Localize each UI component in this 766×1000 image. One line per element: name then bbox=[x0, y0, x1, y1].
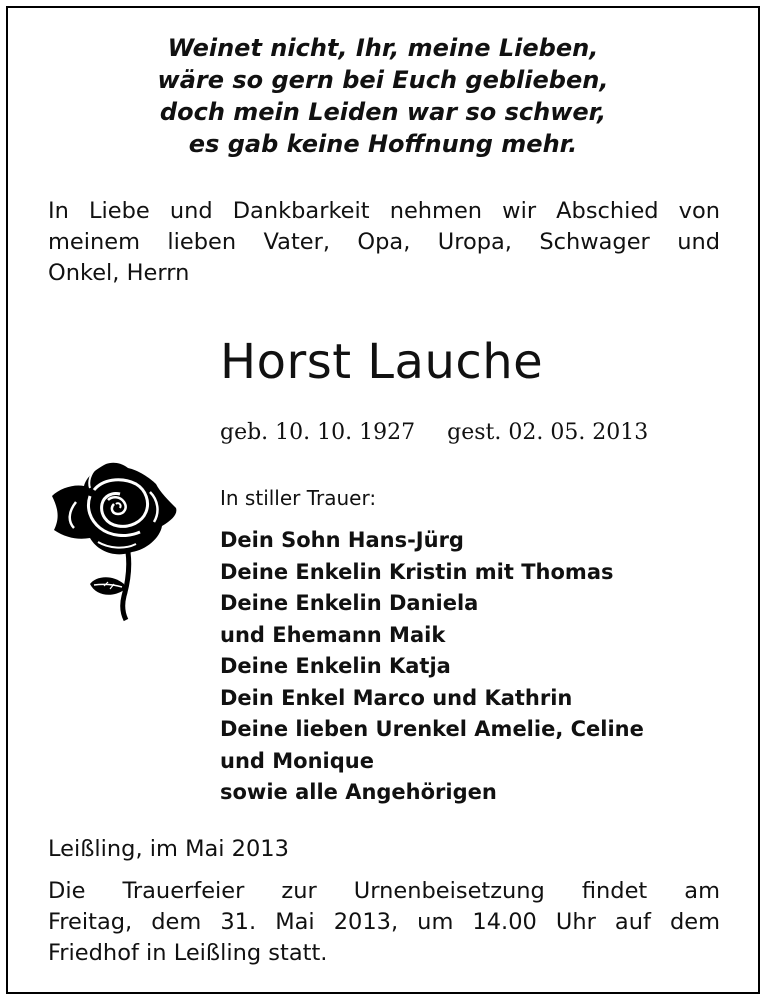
poem-line: wäre so gern bei Euch geblieben, bbox=[157, 66, 609, 94]
family-line: Dein Sohn Hans-Jürg bbox=[220, 528, 464, 552]
family-line: Dein Enkel Marco und Kathrin bbox=[220, 685, 573, 710]
place-date: Leißling, im Mai 2013 bbox=[48, 836, 289, 862]
service-info bbox=[48, 876, 720, 969]
poem-line: Weinet nicht, Ihr, meine Lieben, bbox=[167, 34, 599, 62]
service-line: Die Trauerfeier zur Urnenbeisetzung findet am bbox=[48, 878, 720, 904]
death-date: gest. 02. 05. 2013 bbox=[447, 420, 649, 445]
deceased-name: Horst Lauche bbox=[220, 334, 544, 390]
rose-icon bbox=[46, 456, 186, 624]
birth-date: geb. 10. 10. 1927 bbox=[220, 420, 416, 445]
family-line: und Ehemann Maik bbox=[220, 622, 446, 647]
intro-line: Onkel, Herrn bbox=[48, 260, 190, 286]
poem-line: es gab keine Hoffnung mehr. bbox=[188, 130, 578, 158]
poem-line: doch mein Leiden war so schwer, bbox=[159, 98, 607, 126]
family-line: Deine Enkelin Katja bbox=[220, 654, 451, 678]
family-line: Deine Enkelin Daniela bbox=[220, 591, 479, 615]
intro-line: meinem lieben Vater, Opa, Uropa, Schwager und bbox=[48, 229, 720, 255]
poem bbox=[8, 32, 758, 160]
family-line: Deine Enkelin Kristin mit Thomas bbox=[220, 559, 614, 584]
family-list bbox=[220, 525, 644, 809]
service-line: Freitag, dem 31. Mai 2013, um 14.00 Uhr auf dem bbox=[48, 909, 720, 935]
family-line: Deine lieben Urenkel Amelie, Celine bbox=[220, 717, 644, 741]
mourning-label: In stiller Trauer: bbox=[220, 486, 377, 510]
intro-text bbox=[48, 196, 720, 289]
life-dates bbox=[220, 418, 648, 448]
obituary-notice bbox=[6, 6, 760, 994]
family-line: sowie alle Angehörigen bbox=[220, 780, 497, 804]
service-line: Friedhof in Leißling statt. bbox=[48, 940, 328, 966]
intro-line: In Liebe und Dankbarkeit nehmen wir Abschied von bbox=[48, 198, 720, 224]
family-line: und Monique bbox=[220, 748, 374, 773]
